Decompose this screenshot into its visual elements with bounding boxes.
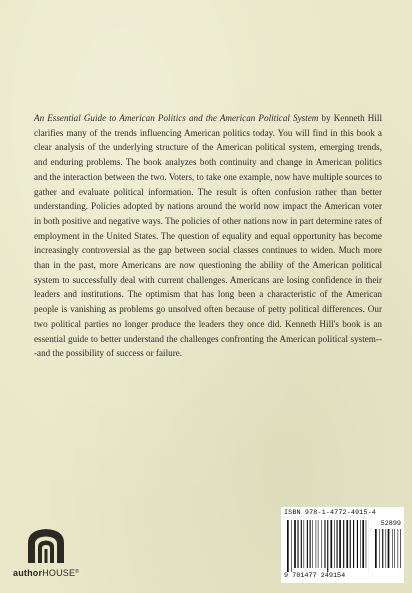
isbn-barcode bbox=[281, 507, 404, 583]
barcode-addon-bars bbox=[375, 529, 401, 572]
book-title: An Essential Guide to American Politics and the American Political System bbox=[34, 113, 319, 123]
ean-digits: 9 781477 249154 bbox=[284, 572, 346, 580]
description-body: by Kenneth Hill clarifies many of the trends influencing American politics today. You will find in this book a clear analysis of the underlying structure of the American political system, emerging trends, and enduring problems. The book analyzes both continuity and change in American politics and the interaction between the two. Voters, to take one example, now have multiple sources to gather and evaluate political information. The result is often confusion rather than better understanding. Policies adopted by nations around the world now impact the American voter in both positive and negative ways. The policies of other nations now in part determine rates of employment in the United States. The question of equality and equal opportunity has become increasingly controversial as the gap between social classes continues to widen. Much more than in the past, more Americans are now questioning the ability of the American political system to successfully deal with current challenges. Americans are losing confidence in their leaders and institutions. The optimism that has long been a characteristic of the American people is vanishing as problems go unsolved often because of petty political differences. Our two political parties no longer produce the leaders they once did. Kenneth Hill's book is an essential guide to better understand the challenges confronting the American political system---and the possibility of success or failure. bbox=[34, 113, 382, 359]
publisher-emblem-icon bbox=[26, 527, 66, 565]
publisher-logo bbox=[13, 527, 85, 583]
publisher-name: authorHOUSE® bbox=[13, 568, 80, 578]
back-cover-description bbox=[34, 111, 382, 361]
isbn-label: ISBN 978-1-4772-4915-4 bbox=[284, 509, 376, 517]
price-code: 52899 bbox=[380, 520, 401, 528]
barcode-bars bbox=[287, 520, 369, 572]
